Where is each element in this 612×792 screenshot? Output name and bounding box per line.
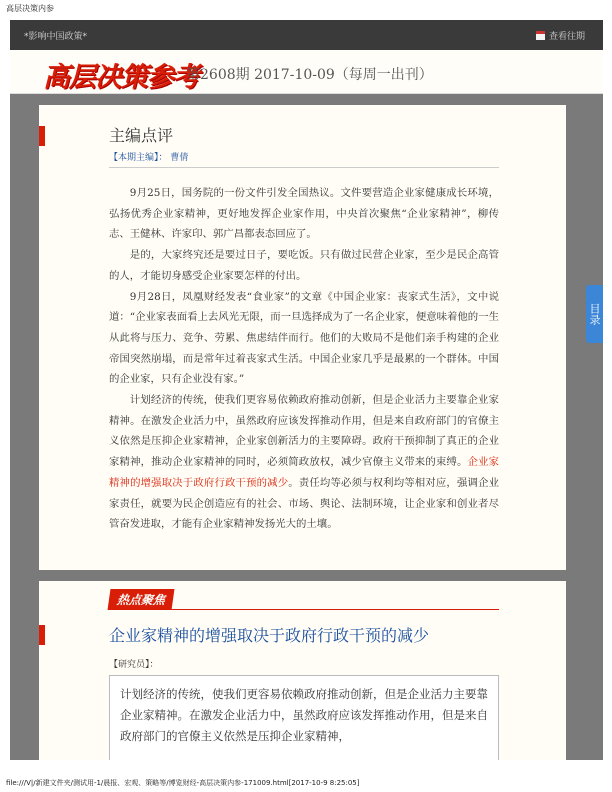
page-frame [10,20,603,760]
slogan: *影响中国政策* [24,32,88,42]
researcher-label: 【研究员】： [109,660,159,670]
hot-divider [109,609,499,610]
paragraph: 是的，大家终究还是要过日子，要吃饭。只有做过民营企业家，至少是民企高管的人，才能切身感受企业家要怎样的付出。 [109,249,499,282]
editor-tag: 【本期主编】： [109,153,168,163]
divider [109,167,499,168]
section-title: 主编点评 [109,126,174,145]
past-issues-link[interactable] [536,29,585,42]
past-issues-label: 查看往期 [548,32,585,42]
footer-path: file:///V|/新建文件夹/测试用-1/晨报、宏观、策略等/博览财经-高层决策内参-171009.html[2017-10-9 8:25:05] [6,779,360,787]
article-title[interactable]: 企业家精神的增强取决于政府行政干预的减少 [109,626,430,645]
browser-title: 高层决策内参 [6,4,54,13]
masthead [10,50,603,94]
logo: 高层决策参考 [43,62,199,93]
editor-name[interactable]: 曹倩 [170,153,189,163]
section-marker [39,625,45,645]
hot-topic-card [39,581,566,760]
top-bar [10,20,603,50]
issue-info: 第2608期 2017-10-09（每周一出刊） [186,67,433,83]
paragraph-text: 。责任均等必须与权利均等相对应，强调企业家责任，就要为民企创造应有的社会、市场、舆论、法制环境，让企业家和创业者尽管奋发进取，才能有企业家精神发扬光大的土壤。 [109,476,500,531]
article-excerpt: 计划经济的传统，使我们更容易依赖政府推动创新，但是企业活力主要靠企业家精神。在激发企业活力中，虽然政府应该发挥推动作用，但是来自政府部门的官僚主义依然是压抑企业家精神， [109,675,499,760]
paragraph: 9月28日，凤凰财经发表“食业家”的文章《中国企业家：丧家式生活》，文中说道：“企业家表面看上去风光无限，而一旦选择成为了一名企业家，便意味着他的一生从此将与压力、竞争、劳累、焦虑结伴而行。他们的大败局不是他们亲手构建的企业帝国突然崩塌，而是常年过着丧家式生活。中国企业家几乎是最累的一个群体。中国的企业家，只有企业没有家。” [109,290,499,386]
calendar-icon [536,31,545,40]
highlight-link[interactable]: 企业家精神的增强取决于政府行政干预的减少 [109,456,500,489]
editorial-card [39,105,566,570]
toc-tab[interactable]: 目录 [586,285,603,343]
editorial-body [109,183,499,535]
editor-line [109,150,188,163]
section-marker [39,126,45,146]
paragraph [109,390,499,535]
hot-topic-badge: 热点聚焦 [108,589,175,610]
paragraph: 9月25日，国务院的一份文件引发全国热议。文件要营造企业家健康成长环境，弘扬优秀企业家精神，更好地发挥企业家作用，中央首次聚焦“企业家精神”，柳传志、王健林、许家印、郭广昌都表态回应了。 [109,187,499,241]
paragraph-text: 计划经济的传统，使我们更容易依赖政府推动创新，但是企业活力主要靠企业家精神。在激发企业活力中，虽然政府应该发挥推动作用，但是来自政府部门的官僚主义依然是压抑企业家精神，企业家创新活力的主要障碍。政府干预抑制了真正的企业家精神，推动企业家精神的同时，必须简政放权，减少官僚主义带来的束缚。 [109,394,499,469]
